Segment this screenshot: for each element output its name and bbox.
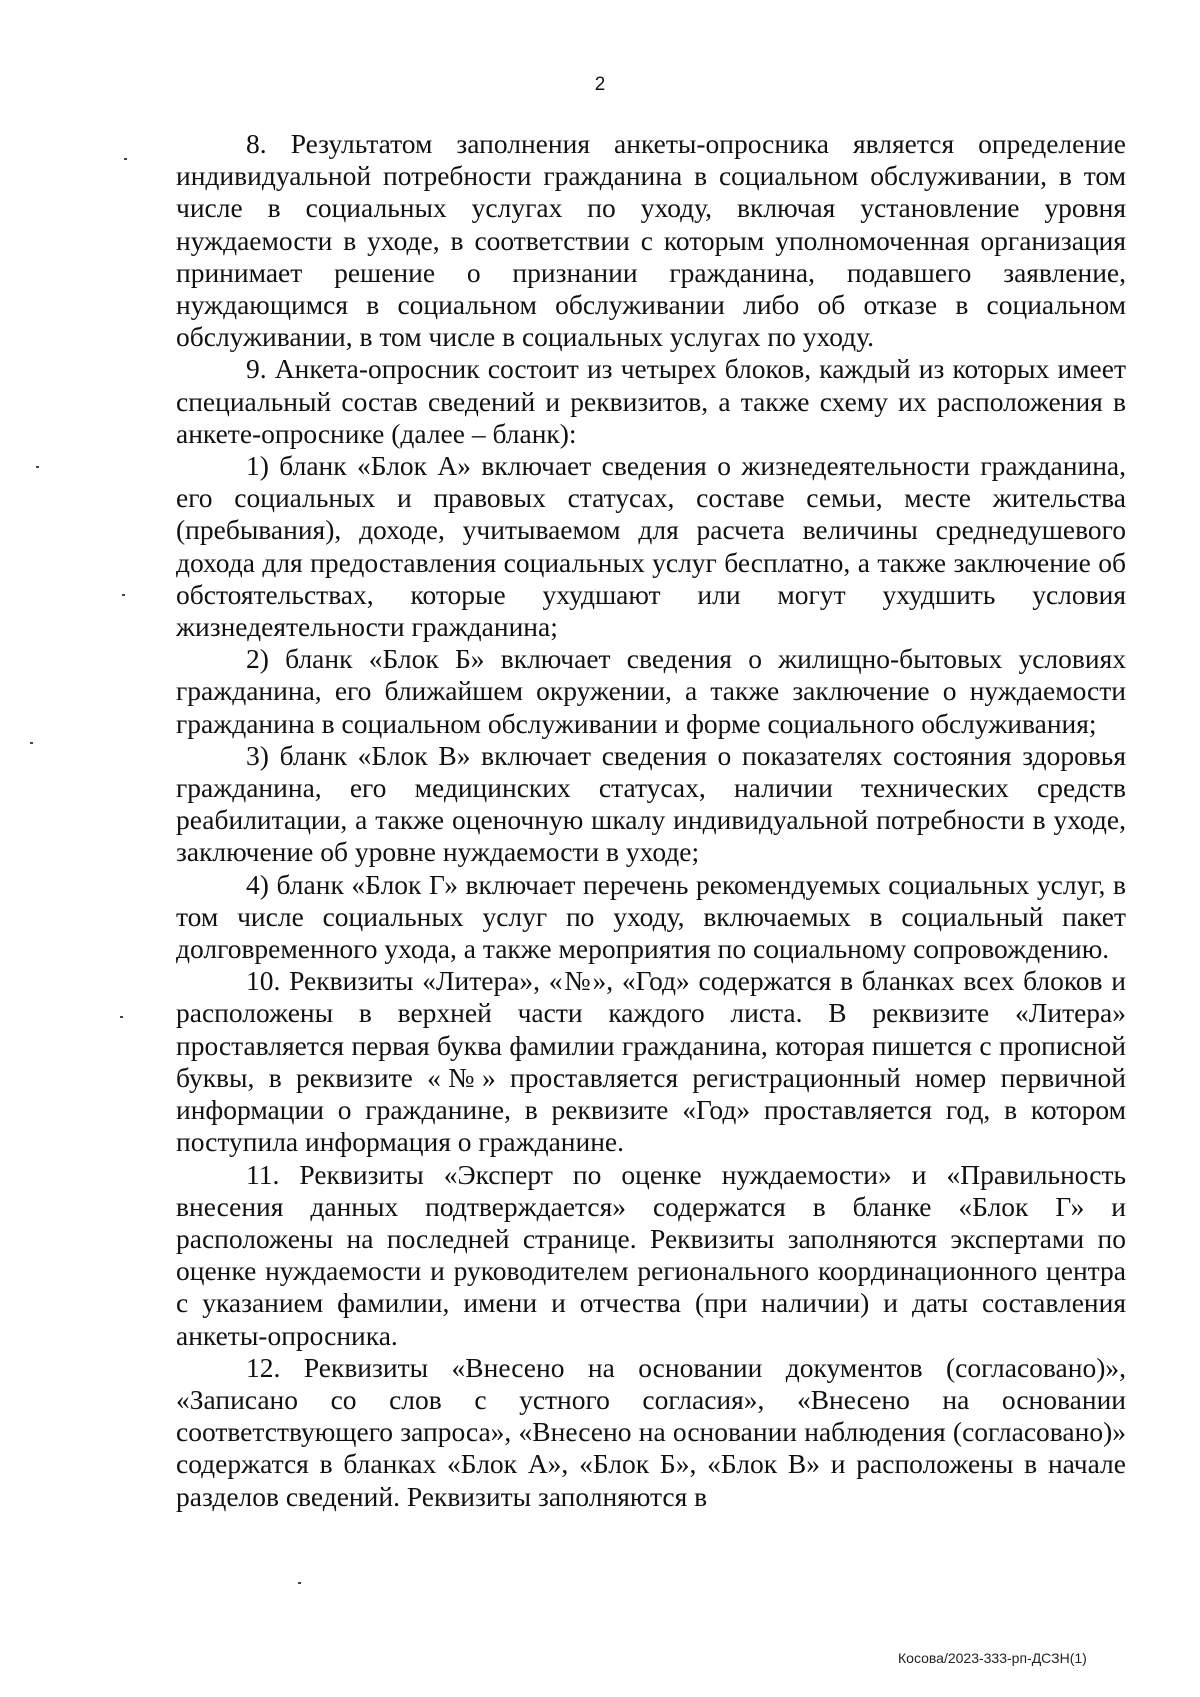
- scan-speck: [122, 594, 125, 596]
- scan-speck: [36, 466, 39, 468]
- paragraph-12: 12. Реквизиты «Внесено на основании документов (согласовано)», «Записано со слов с устного согласия», «Внесено на основании соответствующего запроса», «Внесено на основании наблюдения (согласовано)» содержатся в бланках «Блок А», «Блок Б», «Блок В» и расположены в начале разделов сведений. Реквизиты заполняются в: [176, 1351, 1126, 1512]
- scan-speck: [124, 158, 127, 160]
- document-body: [176, 128, 1126, 1513]
- list-item-block-g: 4) бланк «Блок Г» включает перечень рекомендуемых социальных услуг, в том числе социальных услуг по уходу, включаемых в социальный пакет долговременного ухода, а также мероприятия по социальному сопровождению.: [176, 868, 1126, 965]
- paragraph-9: 9. Анкета-опросник состоит из четырех блоков, каждый из которых имеет специальный состав сведений и реквизитов, а также схему их расположения в анкете-опроснике (далее – бланк):: [176, 353, 1126, 449]
- paragraph-10: 10. Реквизиты «Литера», «№», «Год» содержатся в бланках всех блоков и расположены в верхней части каждого листа. В реквизите «Литера» проставляется первая буква фамилии гражданина, которая пишется с прописной буквы, в реквизите «№» проставляется регистрационный номер первичной информации о гражданине, в реквизите «Год» проставляется год, в котором поступила информация о гражданине.: [176, 965, 1126, 1158]
- page-number: 2: [594, 74, 606, 95]
- scan-speck: [298, 1582, 301, 1584]
- list-item-block-b: 2) бланк «Блок Б» включает сведения о жилищно-бытовых условиях гражданина, его ближайшем окружении, а также заключение о нуждаемости гражданина в социальном обслуживании и форме социального обслуживания;: [176, 643, 1126, 739]
- scan-speck: [120, 1016, 123, 1018]
- scan-speck: [30, 742, 33, 744]
- list-item-block-a: 1) бланк «Блок А» включает сведения о жизнедеятельности гражданина, его социальных и правовых статусах, составе семьи, месте жительства (пребывания), доходе, учитываемом для расчета величины среднедушевого дохода для предоставления социальных услуг бесплатно, а также заключение об обстоятельствах, которые ухудшают или могут ухудшить условия жизнедеятельности гражданина;: [176, 450, 1126, 643]
- list-item-block-v: 3) бланк «Блок В» включает сведения о показателях состояния здоровья гражданина, его медицинских статусах, наличии технических средств реабилитации, а также оценочную шкалу индивидуальной потребности в уходе, заключение об уровне нуждаемости в уходе;: [176, 739, 1126, 868]
- paragraph-11: 11. Реквизиты «Эксперт по оценке нуждаемости» и «Правильность внесения данных подтверждается» содержатся в бланке «Блок Г» и расположены на последней странице. Реквизиты заполняются экспертами по оценке нуждаемости и руководителем регионального координационного центра с указанием фамилии, имени и отчества (при наличии) и даты составления анкеты-опросника.: [176, 1158, 1126, 1351]
- paragraph-8: 8. Результатом заполнения анкеты-опросника является определение индивидуальной потребности гражданина в социальном обслуживании, в том числе в социальных услугах по уходу, включая установление уровня нуждаемости в уходе, в соответствии с которым уполномоченная организация принимает решение о признании гражданина, подавшего заявление, нуждающимся в социальном обслуживании либо об отказе в социальном обслуживании, в том числе в социальных услугах по уходу.: [176, 128, 1126, 353]
- footer-document-code: Косова/2023-333-рп-ДСЗН(1): [898, 1650, 1087, 1666]
